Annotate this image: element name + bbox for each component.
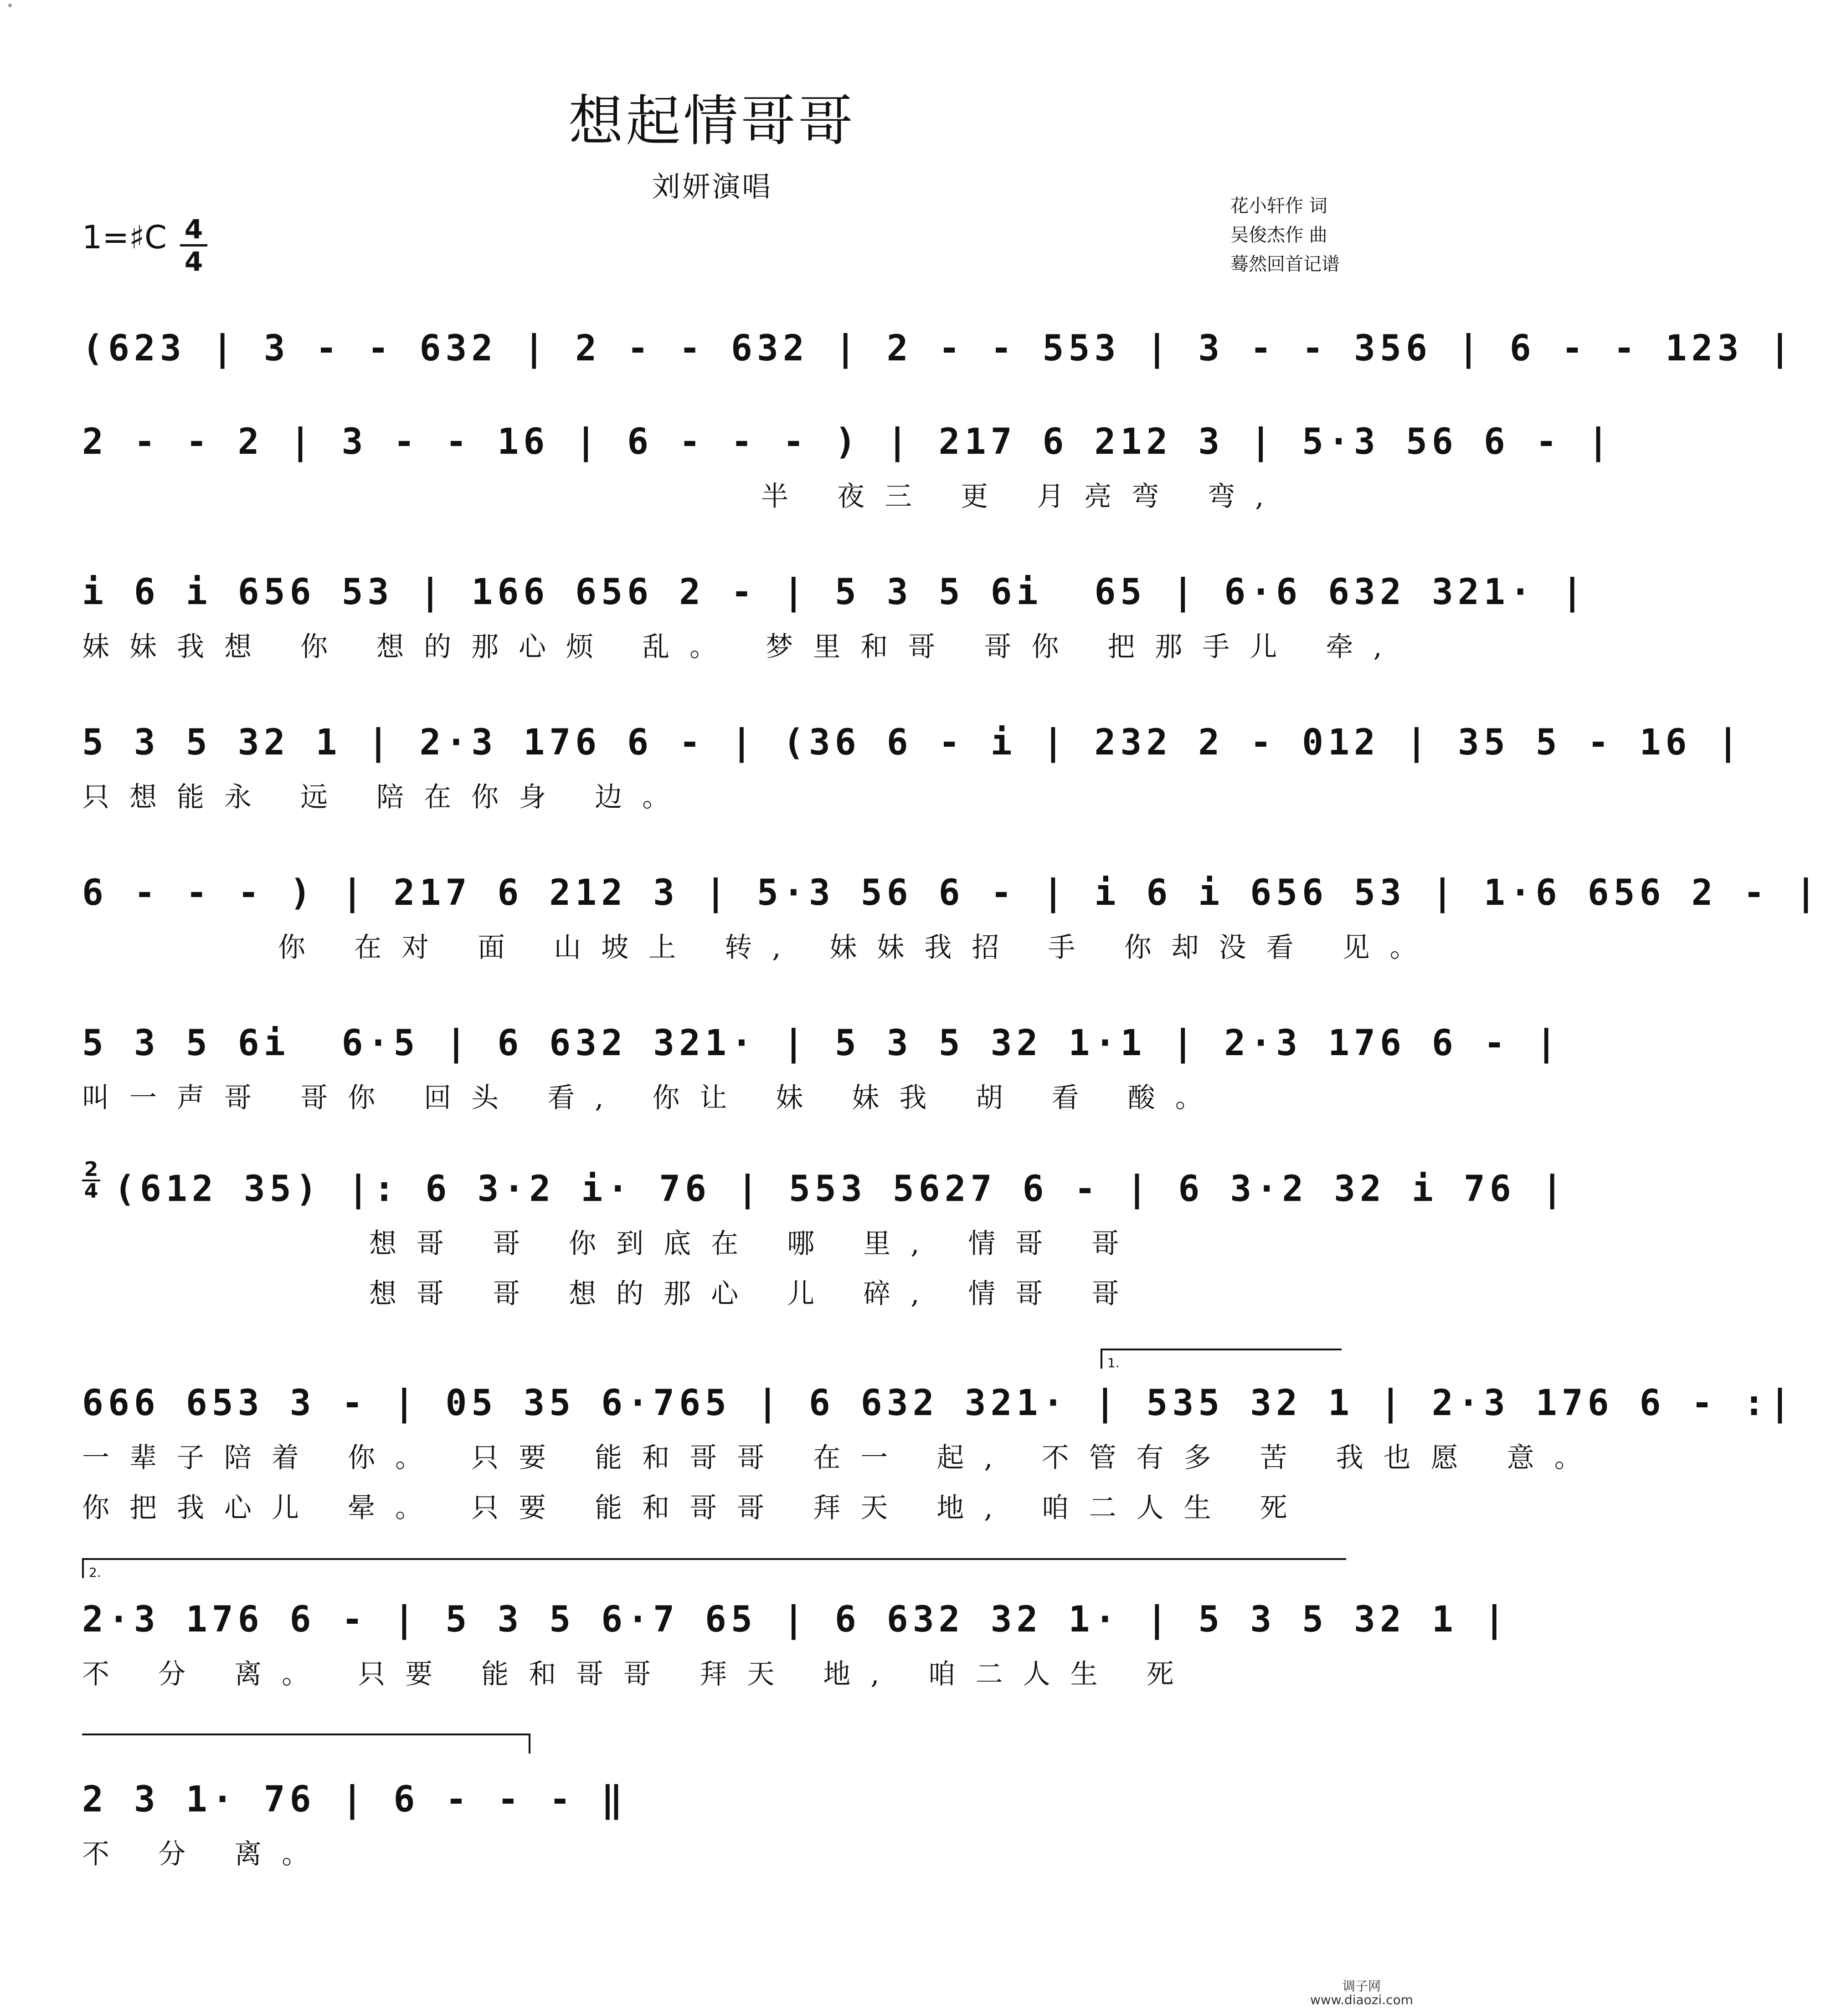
watermark-name: 调子网: [1342, 1979, 1381, 1994]
first-ending-bracket: [1101, 1349, 1342, 1369]
notation-line: i 6 i 656 53 | 166 656 2 - | 5 3 5 6i 65 | 6·6 632 321· |: [82, 572, 1588, 613]
credits-block: [1230, 191, 1340, 279]
key-signature: 1=♯C: [82, 219, 167, 256]
singer-credit: 刘妍演唱: [652, 170, 772, 203]
lyric-line-1: 只想能永 远 陪在你身 边。: [82, 781, 690, 813]
notation-line: 5 3 5 32 1 | 2·3 176 6 - | (36 6 - i | 232 2 - 012 | 35 5 - 16 |: [82, 722, 1744, 763]
lyric-line-1: 叫一声哥 哥你 回头 看, 你让 妹 妹我 胡 看 酸。: [82, 1082, 1223, 1114]
final-bracket: [82, 1734, 530, 1754]
lyric-line-1: 半 夜三 更 月亮弯 弯,: [761, 481, 1284, 513]
notation-line: 6 - - - ) | 217 6 212 3 | 5·3 56 6 - | i 6 i 656 53 | 1·6 656 2 - |: [82, 872, 1821, 913]
lyric-line-1: 想哥 哥 你到底在 哪 里, 情哥 哥: [369, 1228, 1139, 1260]
time-signature-top: 4: [184, 214, 203, 245]
notation-line: 2 - - 2 | 3 - - 16 | 6 - - - ) | 217 6 212 3 | 5·3 56 6 - |: [82, 421, 1614, 462]
lyric-line-2: 你把我心儿 晕。 只要 能和哥哥 拜天 地, 咱二人生 死: [82, 1492, 1307, 1524]
notation-line: 666 653 3 - | 05 35 6·765 | 6 632 321· | 535 32 1 | 2·3 176 6 - :|: [82, 1383, 1795, 1424]
notation-line: 2·3 176 6 - | 5 3 5 6·7 65 | 6 632 32 1· | 5 3 5 32 1 |: [82, 1599, 1510, 1640]
time-signature-bottom: 4: [84, 1180, 98, 1203]
corner-dot: [8, 4, 12, 7]
lyric-line-1: 不 分 离。: [82, 1838, 329, 1870]
lyric-line-1: 一辈子陪着 你。 只要 能和哥哥 在一 起, 不管有多 苦 我也愿 意。: [82, 1442, 1602, 1474]
second-ending-bracket: [82, 1558, 1346, 1578]
time-signature-2-4: [82, 1159, 100, 1201]
notation-line: 2 3 1· 76 | 6 - - - ‖: [82, 1779, 628, 1820]
lyric-line-2: 想哥 哥 想的那心 儿 碎, 情哥 哥: [369, 1278, 1139, 1310]
notation-line: (612 35) |: 6 3·2 i· 76 | 553 5627 6 - | 6 3·2 32 i 76 |: [114, 1169, 1568, 1210]
time-signature-bottom: 4: [184, 246, 203, 277]
lyric-line-1: 你 在对 面 山坡上 转, 妹妹我招 手 你却没看 见。: [278, 932, 1437, 964]
composer-credit: 吴俊杰作 曲: [1230, 225, 1327, 246]
transcriber-credit: 蓦然回首记谱: [1230, 254, 1340, 275]
notation-line: 5 3 5 6i 6·5 | 6 632 321· | 5 3 5 32 1·1 | 2·3 176 6 - |: [82, 1023, 1562, 1064]
site-watermark: [1310, 1980, 1413, 2007]
lyric-line-1: 不 分 离。 只要 能和哥哥 拜天 地, 咱二人生 死: [82, 1658, 1194, 1690]
notation-line: (623 | 3 - - 632 | 2 - - 632 | 2 - - 553 | 3 - - 356 | 6 - - 123 |: [82, 328, 1795, 369]
second-ending-label: 2.: [89, 1565, 101, 1580]
first-ending-label: 1.: [1107, 1355, 1120, 1370]
watermark-url: www.diaozi.com: [1310, 1992, 1413, 2007]
lyric-line-1: 妹妹我想 你 想的那心烦 乱。 梦里和哥 哥你 把那手儿 牵,: [82, 631, 1402, 663]
lyricist-credit: 花小轩作 词: [1230, 195, 1327, 216]
time-signature: [180, 215, 207, 276]
time-signature-top: 2: [84, 1158, 98, 1181]
song-title: 想起情哥哥: [568, 90, 856, 153]
